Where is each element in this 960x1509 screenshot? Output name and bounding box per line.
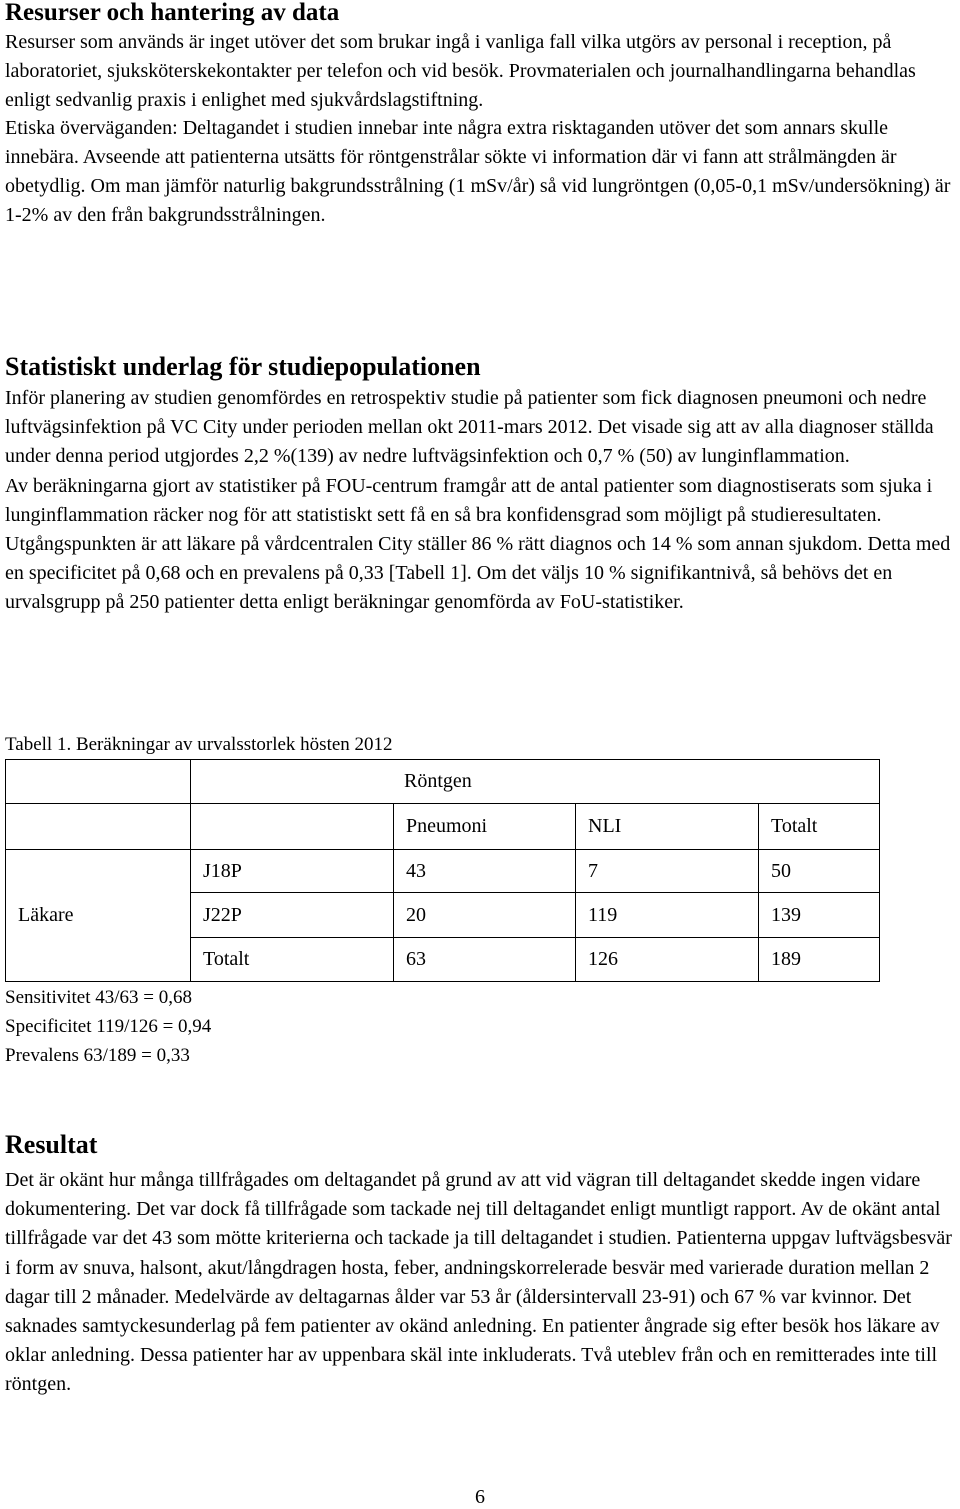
table-cell: 189 — [759, 938, 880, 982]
table-cell: 7 — [576, 850, 759, 893]
section-statistics — [5, 353, 953, 618]
row-header: Totalt — [191, 938, 394, 982]
column-header: Pneumoni — [394, 804, 576, 850]
table-cell-empty — [6, 804, 191, 850]
section-heading: Statistiskt underlag för studiepopulationen — [5, 352, 481, 381]
paragraph: Etiska överväganden: Deltagandet i studien innebar inte några extra risktaganden utöver det som annars skulle innebära. Avseende att patienterna utsätts för röntgenstrålar sökte vi information där vi fann att strålmängden är obetydlig. Om man jämför naturlig bakgrundsstrålning (1 mSv/år) så vid lungröntgen (0,05-0,1 mSv/undersökning) är 1-2% av den från bakgrundsstrålningen. — [5, 117, 951, 226]
row-group-header: Läkare — [6, 850, 191, 982]
paragraph: Av beräkningarna gjort av statistiker på FOU-centrum framgår att de antal patienter som diagnostiserats som sjuka i lunginflammation räcker nog för att statistiskt sett få en så bra konfidensgrad som möjligt på studieresultaten. Utgångspunkten är att läkare på vårdcentralen City ställer 86 % rätt diagnos och 14 % som annan sjukdom. Detta med en specificitet på 0,68 och en prevalens på 0,33 [Tabell 1]. Om det väljs 10 % signifikantnivå, så behövs det en urvalsgrupp på 250 patienter detta enligt beräkningar genomförda av FoU-statistiker. — [5, 474, 951, 614]
table-row — [6, 760, 880, 804]
column-group-header: Röntgen — [191, 760, 880, 804]
column-header: Totalt — [759, 804, 880, 850]
sample-size-table — [5, 759, 880, 982]
sensitivity-line: Sensitivitet 43/63 = 0,68 — [5, 987, 192, 1008]
table-cell: 43 — [394, 850, 576, 893]
table-row — [6, 850, 880, 893]
section-heading: Resultat — [5, 1130, 98, 1159]
specificity-line: Specificitet 119/126 = 0,94 — [5, 1016, 212, 1037]
prevalence-line: Prevalens 63/189 = 0,33 — [5, 1045, 190, 1066]
paragraph: Inför planering av studien genomfördes en retrospektiv studie på patienter som fick diagnosen pneumoni och nedre luftvägsinfektion på VC City under perioden mellan okt 2011-mars 2012. Det visade sig att av alla diagnoser ställda under denna period utgjordes 2,2 %(139) av nedre luftvägsinfektion och 0,7 % (50) av lunginflammation. — [5, 387, 934, 468]
page-number: 6 — [475, 1486, 485, 1508]
table-cell: 50 — [759, 850, 880, 893]
row-header: J18P — [191, 850, 394, 893]
table-cell: 20 — [394, 893, 576, 938]
table-caption: Tabell 1. Beräkningar av urvalsstorlek hösten 2012 — [5, 734, 393, 755]
paragraph: Det är okänt hur många tillfrågades om deltagandet på grund av att vid vägran till deltagandet skedde ingen vidare dokumentering. Det var dock få tillfrågade som tackade nej till deltagandet enligt muntligt rapport. Av de okänt antal tillfrågade var det 43 som mötte kriterierna och tackade ja till deltagandet i studien. Patienterna uppgav luftvägsbesvär i form av snuva, halsont, akut/långdragen hosta, feber, andningskorrelerade besvär med varierade duration mellan 2 dagar till 2 månader. Medelvärde av deltagarnas ålder var 53 år (åldersintervall 23-91) och 67 % var kvinnor. Det saknades samtyckesunderlag på fem patienter av okänd anledning. En patienter ångrade sig efter besök hos läkare av oklar anledning. Dessa patienter har av uppenbara skäl inte inkluderats. Två uteblev från och en remitterades inte till röntgen. — [5, 1169, 952, 1396]
column-header: NLI — [576, 804, 759, 850]
table-cell-empty — [6, 760, 191, 804]
table-cell: 119 — [576, 893, 759, 938]
table-cell: 63 — [394, 938, 576, 982]
paragraph: Resurser som används är inget utöver det som brukar ingå i vanliga fall vilka utgörs av personal i reception, på laboratoriet, sjuksköterskekontakter per telefon och vid besök. Provmaterialen och journalhandlingarna behandlas enligt sedvanlig praxis i enlighet med sjukvårdslagstiftning. — [5, 31, 916, 111]
table-cell-empty — [191, 804, 394, 850]
table-cell: 139 — [759, 893, 880, 938]
section-heading: Resurser och hantering av data — [5, 0, 340, 26]
table-row — [6, 804, 880, 850]
table-statistics — [5, 983, 211, 1070]
section-resources — [5, 0, 953, 230]
row-header: J22P — [191, 893, 394, 938]
table-cell: 126 — [576, 938, 759, 982]
section-results — [5, 1129, 953, 1400]
